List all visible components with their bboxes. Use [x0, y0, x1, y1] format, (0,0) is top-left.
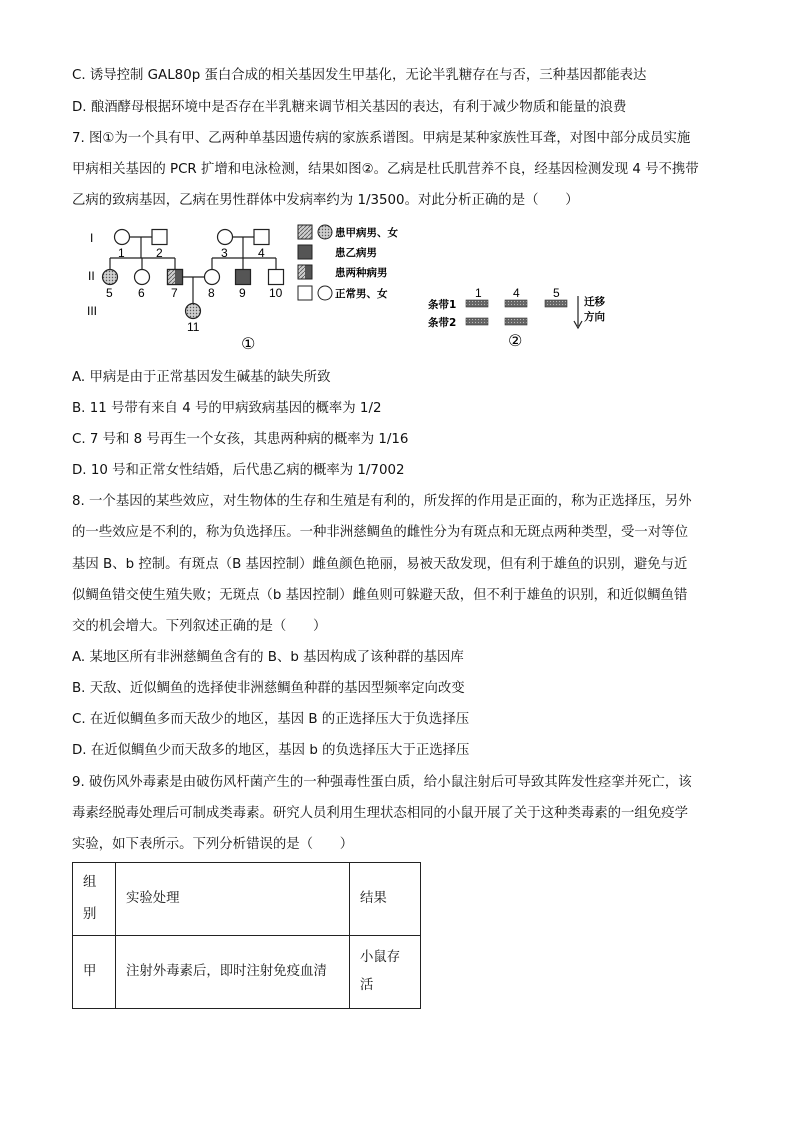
id-label: 2 — [156, 246, 163, 260]
id-label: 5 — [106, 286, 113, 300]
q7-option-b: B. 11 号带有来自 4 号的甲病致病基因的概率为 1/2 — [72, 401, 382, 416]
q7-stem-line: 甲病相关基因的 PCR 扩增和电泳检测，结果如图②。乙病是杜氏肌营养不良，经基因检测发现 4 号不携带 — [72, 162, 699, 177]
q7-stem-line: 7. 图①为一个具有甲、乙两种单基因遗传病的家族系谱图。甲病是某种家族性耳聋，对图中部分成员实施 — [72, 131, 691, 146]
id-label: 4 — [258, 246, 265, 260]
direction-label: 方向 — [584, 311, 605, 323]
generation-label-III: III — [87, 304, 98, 318]
table-cell: 小鼠存活 — [350, 936, 421, 1009]
table-header-row — [73, 863, 421, 936]
pedigree-lines — [110, 237, 276, 304]
table-header-cell: 结果 — [350, 863, 421, 936]
id-label: 7 — [171, 286, 178, 300]
q8-stem-line: 8. 一个基因的某些效应，对生物体的生存和生殖是有利的，所发挥的作用是正面的，称为正选择压，另外 — [72, 494, 692, 509]
individual-6 — [135, 270, 150, 285]
figure2-caption: ② — [508, 331, 523, 350]
pedigree-ids — [106, 246, 283, 334]
band-lane4-2 — [505, 318, 527, 325]
table-cell: 注射外毒素后，即时注射免疫血清 — [116, 936, 350, 1009]
experiment-table — [72, 862, 421, 1009]
q7-option-d: D. 10 号和正常女性结婚，后代患乙病的概率为 1/7002 — [72, 463, 405, 478]
figure1-caption: ① — [241, 334, 256, 353]
individual-10 — [269, 270, 284, 285]
band-lane1-1 — [466, 300, 488, 307]
q8-stem-line: 似鲷鱼错交使生殖失败；无斑点（b 基因控制）雌鱼则可躲避天敌，但不利于雄鱼的识别，和近似鲷鱼错 — [72, 588, 688, 603]
direction-label: 迁移 — [584, 296, 605, 308]
lane-label: 1 — [475, 286, 482, 300]
q8-option-b: B. 天敌、近似鲷鱼的选择使非洲慈鲷鱼种群的基因型频率定向改变 — [72, 681, 465, 696]
q9-stem-line: 毒素经脱毒处理后可制成类毒素。研究人员利用生理状态相同的小鼠开展了关于这种类毒素的一组免疫学 — [72, 806, 688, 821]
q8-stem-line: 的一些效应是不利的，称为负选择压。一种非洲慈鲷鱼的雌性分为有斑点和无斑点两种类型，受一对等位 — [72, 525, 688, 540]
individual-11 — [186, 304, 201, 319]
individual-1 — [115, 230, 130, 245]
individual-3 — [218, 230, 233, 245]
id-label: 3 — [221, 246, 228, 260]
band-lane5-1 — [545, 300, 567, 307]
q7-option-c: C. 7 号和 8 号再生一个女孩，其患两种病的概率为 1/16 — [72, 432, 409, 447]
electrophoresis-figure — [428, 286, 605, 350]
q8-option-a: A. 某地区所有非洲慈鲷鱼含有的 B、b 基因构成了该种群的基因库 — [72, 650, 464, 665]
legend-label: 正常男、女 — [335, 288, 388, 300]
legend-label: 患两种病男 — [335, 267, 388, 279]
q8-stem-line: 交的机会增大。下列叙述正确的是（ ） — [72, 619, 327, 634]
id-label: 8 — [208, 286, 215, 300]
lane-label: 5 — [553, 286, 560, 300]
individual-2 — [152, 230, 167, 245]
individual-8 — [205, 270, 220, 285]
legend-label: 患乙病男 — [335, 247, 377, 259]
individual-7-half-hatch — [168, 270, 176, 285]
q7-option-a: A. 甲病是由于正常基因发生碱基的缺失所致 — [72, 370, 331, 385]
q8-option-d: D. 在近似鲷鱼少而天敌多的地区，基因 b 的负选择压大于正选择压 — [72, 743, 470, 758]
id-label: 1 — [118, 246, 125, 260]
band-label: 条带2 — [428, 317, 457, 329]
generation-label-II: II — [88, 269, 95, 283]
lane-label: 4 — [513, 286, 520, 300]
q9-stem-line: 9. 破伤风外毒素是由破伤风杆菌产生的一种强毒性蛋白质，给小鼠注射后可导致其阵发性痉挛并死亡，该 — [72, 775, 692, 790]
table-header-cell: 组别 — [73, 863, 116, 936]
q8-stem-line: 基因 B、b 控制。有斑点（B 基因控制）雌鱼颜色艳丽，易被天敌发现，但有利于雄鱼的识别，避免与近 — [72, 557, 688, 572]
q8-option-c: C. 在近似鲷鱼多而天敌少的地区，基因 B 的正选择压大于负选择压 — [72, 712, 470, 727]
id-label: 6 — [138, 286, 145, 300]
q7-stem-line: 乙病的致病基因，乙病在男性群体中发病率约为 1/3500。对此分析正确的是（ ） — [72, 193, 579, 208]
id-label: 9 — [239, 286, 246, 300]
individual-4 — [254, 230, 269, 245]
pedigree-legend — [298, 225, 398, 300]
table-header-cell: 实验处理 — [116, 863, 350, 936]
legend-label: 患甲病男、女 — [335, 227, 398, 239]
band-lane4-1 — [505, 300, 527, 307]
table-cell: 甲 — [73, 936, 116, 1009]
q6-option-c: C. 诱导控制 GAL80p 蛋白合成的相关基因发生甲基化，无论半乳糖存在与否，三种基因都能表达 — [72, 68, 647, 83]
individual-9 — [236, 270, 251, 285]
generation-label-I: I — [90, 231, 94, 245]
table-row — [73, 936, 421, 1009]
band-lane1-2 — [466, 318, 488, 325]
figures-svg — [0, 0, 794, 370]
q6-option-d: D. 酿酒酵母根据环境中是否存在半乳糖来调节相关基因的表达，有利于减少物质和能量的浪费 — [72, 100, 627, 115]
id-label: 10 — [269, 286, 283, 300]
individual-5 — [103, 270, 118, 285]
id-label: 11 — [187, 320, 200, 334]
band-label: 条带1 — [428, 299, 457, 311]
q9-stem-line: 实验，如下表所示。下列分析错误的是（ ） — [72, 837, 354, 852]
individual-7-half-dark — [175, 270, 183, 285]
